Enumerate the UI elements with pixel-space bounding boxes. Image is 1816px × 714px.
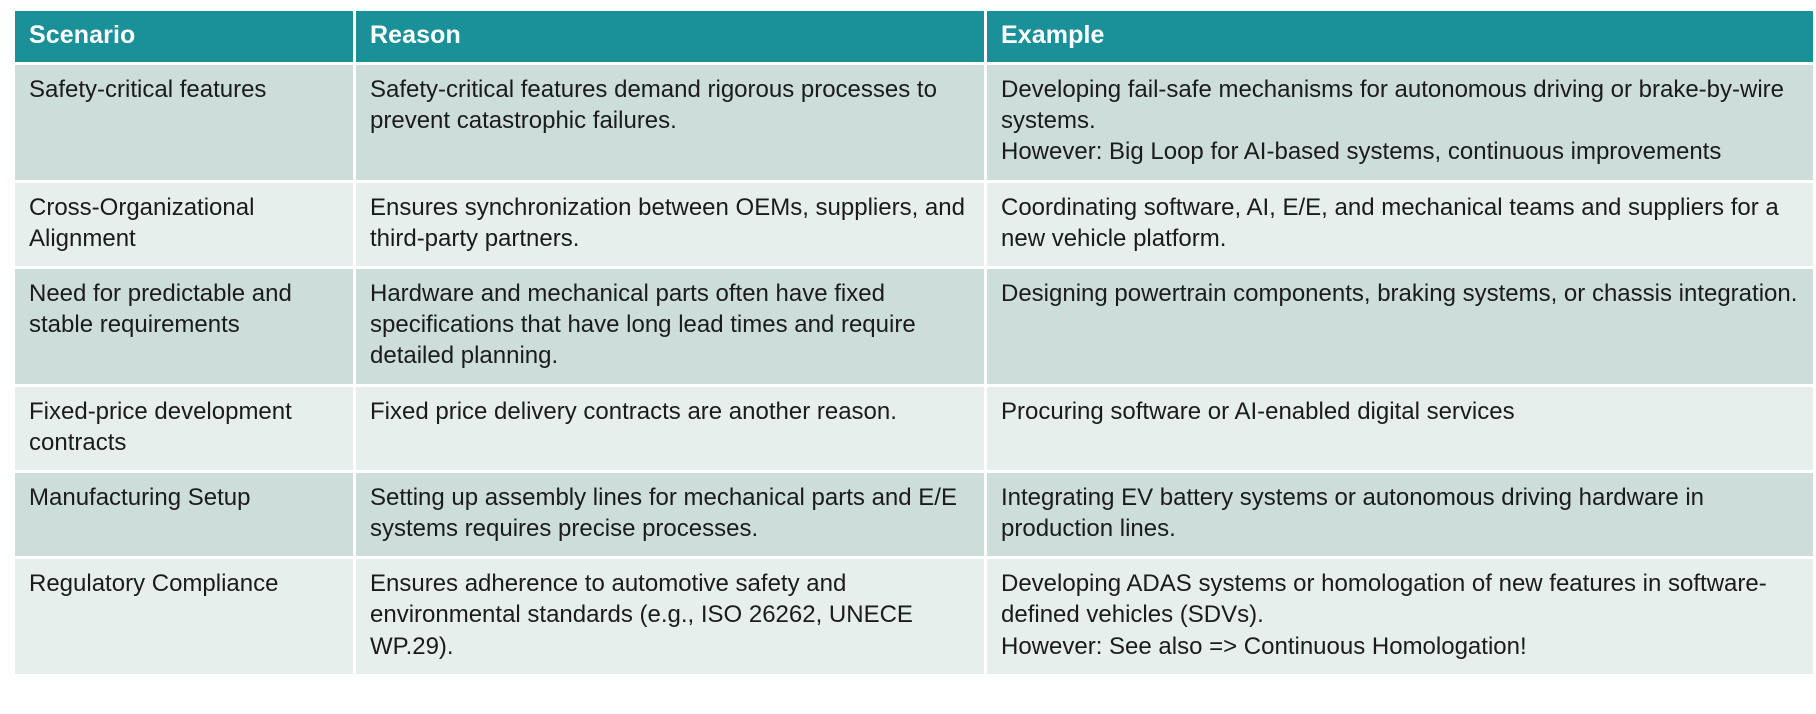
- cell-scenario: Manufacturing Setup: [15, 473, 353, 556]
- table-row: [15, 559, 1813, 674]
- table-row: [15, 65, 1813, 180]
- cell-reason: Setting up assembly lines for mechanical parts and E/E systems requires precise processes.: [356, 473, 984, 556]
- table-body: [15, 65, 1813, 674]
- cell-example-line: Procuring software or AI-enabled digital services: [1001, 397, 1515, 425]
- table-row: [15, 387, 1813, 470]
- cell-scenario: Cross-Organizational Alignment: [15, 183, 353, 266]
- cell-example-line: Integrating EV battery systems or autonomous driving hardware in production lines.: [1001, 483, 1705, 543]
- cell-scenario: Safety-critical features: [15, 65, 353, 180]
- table-row: [15, 473, 1813, 556]
- table-header-row: [15, 11, 1813, 62]
- cell-scenario: Fixed-price development contracts: [15, 387, 353, 470]
- cell-example-line: Coordinating software, AI, E/E, and mechanical teams and suppliers for a new vehicle platform.: [1001, 193, 1779, 252]
- table-row: [15, 269, 1813, 384]
- cell-example-line: Developing ADAS systems or homologation of new features in software-defined vehicles (SDVs).: [1001, 570, 1767, 629]
- table-header: [15, 11, 1813, 62]
- cell-example: [987, 387, 1813, 470]
- cell-reason: Ensures synchronization between OEMs, suppliers, and third-party partners.: [356, 183, 984, 266]
- cell-example: [987, 559, 1813, 674]
- cell-reason: Ensures adherence to automotive safety and environmental standards (e.g., ISO 26262, UNECE WP.29).: [356, 559, 984, 674]
- cell-example-line: Developing fail-safe mechanisms for autonomous driving or brake-by-wire systems.: [1001, 76, 1785, 135]
- cell-example: [987, 183, 1813, 266]
- cell-reason: Hardware and mechanical parts often have fixed specifications that have long lead times and require detailed planning.: [356, 269, 984, 384]
- column-header-example: Example: [987, 11, 1813, 62]
- column-header-scenario: Scenario: [15, 11, 353, 62]
- cell-example: [987, 269, 1813, 384]
- table-row: [15, 183, 1813, 266]
- cell-example: [987, 65, 1813, 180]
- cell-example-line: Designing powertrain components, braking systems, or chassis integration.: [1001, 279, 1798, 307]
- cell-reason: Safety-critical features demand rigorous processes to prevent catastrophic failures.: [356, 65, 984, 180]
- cell-example-line: However: See also => Continuous Homologation!: [1001, 632, 1527, 660]
- cell-example-line: However: Big Loop for AI-based systems, continuous improvements: [1001, 138, 1722, 166]
- cell-scenario: Need for predictable and stable requirements: [15, 269, 353, 384]
- scenarios-table: [12, 8, 1816, 677]
- cell-scenario: Regulatory Compliance: [15, 559, 353, 674]
- cell-example: [987, 473, 1813, 556]
- cell-reason: Fixed price delivery contracts are another reason.: [356, 387, 984, 470]
- column-header-reason: Reason: [356, 11, 984, 62]
